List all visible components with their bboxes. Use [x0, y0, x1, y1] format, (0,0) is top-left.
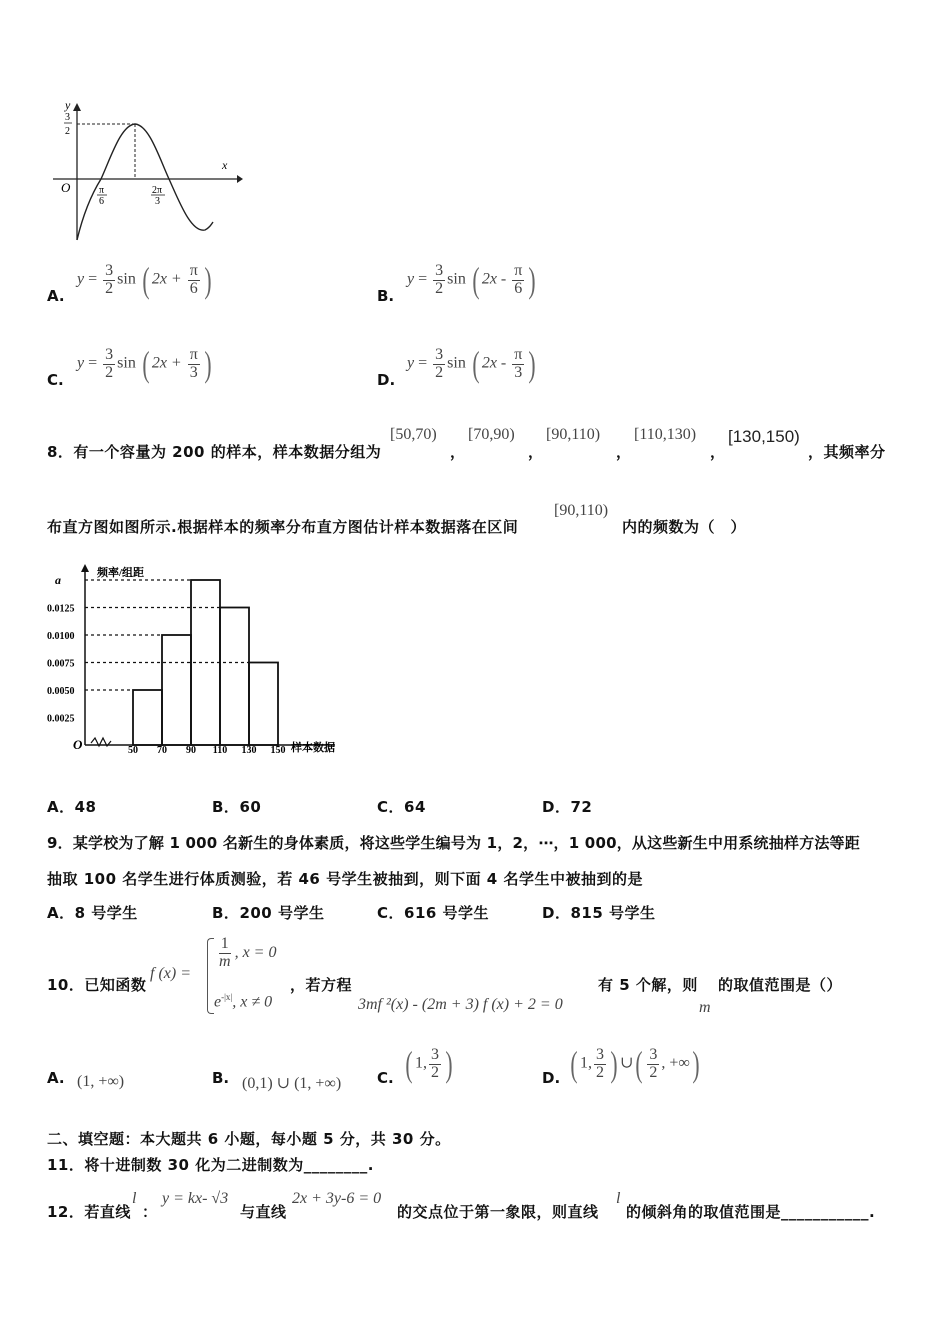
q8-group-5: [130,150) — [728, 427, 800, 446]
q12-post2: 的倾斜角的取值范围是___________. — [626, 1203, 876, 1221]
option-label: C． — [377, 798, 405, 816]
option-formula: y = $\frac{3}{2}$ sin ( 2x + $\frac{\pi}{3}$ ) — [77, 344, 212, 384]
q9-line2: 抽取 100 名学生进行体质测验，若 46 号学生被抽到，则下面 4 名学生中被抽到的是 — [47, 870, 643, 888]
x-tick-label: 50 — [128, 745, 138, 756]
q10-case2: $e^{-|x|}$, x ≠ 0 — [214, 992, 273, 1011]
option-value: 64 — [404, 798, 426, 816]
option-value: 60 — [239, 798, 262, 816]
y-tick-label: 0.0100 — [47, 631, 75, 642]
histogram-bar — [220, 608, 249, 746]
y-tick-label: 0.0050 — [47, 686, 75, 697]
q10-equation: 3mf ²(x) - (2m + 3) f (x) + 2 = 0 — [358, 996, 563, 1013]
x-axis-title: 样本数据 — [291, 742, 335, 754]
q8-group-3: [90,110) — [546, 426, 601, 443]
sine-curve — [77, 124, 213, 240]
y-tick-label: 0.0075 — [47, 658, 75, 670]
option-label: A. — [47, 287, 65, 305]
option-value: (0,1) ∪ (1, +∞) — [242, 1075, 342, 1092]
q7-option-c[interactable] — [47, 344, 212, 389]
option-label: D． — [542, 904, 571, 922]
option-label: A. — [47, 1069, 65, 1087]
sine-graph — [45, 95, 245, 245]
q11: 11．将十进制数 30 化为二进制数为________. — [47, 1156, 374, 1174]
q8-line1-pre: 8．有一个容量为 200 的样本，样本数据分组为 — [47, 443, 382, 461]
q9-line1: 9．某学校为了解 1 000 名新生的身体素质，将这些学生编号为 1，2，⋯，1 000，从这些新生中用系统抽样方法等距 — [47, 834, 860, 852]
frequency-histogram — [45, 560, 355, 760]
q8-group-4: [110,130) — [634, 426, 697, 443]
q9-option-d[interactable] — [542, 902, 656, 923]
q12-eq1: y = kx- √3 — [162, 1190, 229, 1207]
y-axis-arrow — [73, 103, 81, 111]
histogram-bar — [133, 690, 162, 745]
q8-sep-1: ， — [450, 443, 466, 461]
q12-post: 的交点位于第一象限，则直线 — [397, 1203, 599, 1221]
option-value: 72 — [570, 798, 593, 816]
q8-option-b[interactable] — [212, 796, 261, 817]
x-axis-arrow — [237, 175, 243, 183]
q10-option-c[interactable] — [377, 1044, 453, 1087]
option-formula: y = $\frac{3}{2}$ sin ( 2x - $\frac{\pi}{6}$ ) — [407, 260, 536, 300]
option-label: A． — [47, 798, 75, 816]
x-tick-label: 150 — [270, 745, 286, 756]
q8-option-c[interactable] — [377, 796, 426, 817]
option-value: (1, +∞) — [77, 1073, 125, 1090]
q7-option-d[interactable] — [377, 344, 536, 389]
q8-line1-post: ，其频率分 — [808, 443, 886, 461]
q10-case1: $\frac{1}{m}$ , x = 0 — [219, 935, 277, 970]
q12-pre: 12．若直线 — [47, 1203, 131, 1221]
q10-option-d[interactable] — [542, 1044, 700, 1087]
q10-post2: 的取值范围是（） — [718, 976, 843, 994]
q12-mid: 与直线 — [240, 1203, 287, 1221]
t2-num: 2π — [152, 185, 163, 196]
q10-m: m — [699, 999, 711, 1016]
option-label: D. — [377, 371, 396, 389]
q8-sep-2: ， — [528, 443, 544, 461]
option-label: A． — [47, 904, 75, 922]
q8-option-a[interactable] — [47, 796, 96, 817]
histogram-bar — [162, 635, 191, 745]
option-label: C． — [377, 904, 405, 922]
q8-option-d[interactable] — [542, 796, 592, 817]
origin-label: O — [61, 180, 71, 195]
option-label: B． — [212, 904, 240, 922]
option-label: D． — [542, 798, 571, 816]
option-label: B. — [377, 287, 395, 305]
option-value: 815 号学生 — [570, 904, 656, 922]
q8-line2-post: 内的频数为（ ） — [622, 518, 747, 536]
option-label: B． — [212, 798, 240, 816]
t2-den: 3 — [155, 196, 160, 207]
q7-option-a[interactable] — [47, 260, 212, 305]
q9-option-a[interactable] — [47, 902, 138, 923]
x-tick-label: 90 — [186, 745, 196, 756]
q12-l: l — [132, 1190, 137, 1207]
q8-interval: [90,110) — [554, 502, 609, 519]
q10-brace — [207, 938, 214, 1014]
q10-mid: ，若方程 — [290, 976, 353, 994]
histogram-bar — [249, 663, 278, 746]
y-tick-label: 0.0025 — [47, 713, 75, 725]
t1-num: π — [99, 185, 105, 196]
q8-group-1: [50,70) — [390, 426, 437, 443]
q8-line2-pre: 布直方图如图所示.根据样本的频率分布直方图估计样本数据落在区间 — [47, 518, 519, 536]
q9-option-c[interactable] — [377, 902, 489, 923]
option-label: C. — [47, 371, 64, 389]
x-tick-label: 110 — [212, 745, 228, 756]
x-label: x — [222, 158, 228, 172]
option-value: 200 号学生 — [239, 904, 325, 922]
t1-den: 6 — [99, 196, 104, 207]
y-label: y — [65, 98, 71, 112]
q9-option-b[interactable] — [212, 902, 324, 923]
option-label: C. — [377, 1069, 394, 1087]
y-tick-label: 0.0125 — [47, 603, 75, 615]
option-formula: y = $\frac{3}{2}$ sin ( 2x - $\frac{\pi}{3}$ ) — [407, 344, 536, 384]
q10-option-b[interactable] — [212, 1068, 342, 1092]
x-tick-label: 130 — [241, 745, 257, 756]
q7-option-b[interactable] — [377, 260, 536, 305]
q10-post: 有 5 个解，则 — [598, 976, 698, 994]
q12-l2: l — [616, 1190, 621, 1207]
y-axis-arrow — [81, 564, 89, 572]
option-value: ( 1, $\frac{3}{2}$ ) — [405, 1044, 453, 1084]
q8-group-2: [70,90) — [468, 426, 515, 443]
option-value: 48 — [74, 798, 97, 816]
option-value: 8 号学生 — [74, 904, 138, 922]
q12-colon: ： — [142, 1203, 158, 1221]
option-label: B. — [212, 1069, 230, 1087]
option-formula: y = $\frac{3}{2}$ sin ( 2x + $\frac{\pi}{6}$ ) — [77, 260, 212, 300]
q10-option-a[interactable] — [47, 1068, 125, 1090]
x-tick-label: 70 — [157, 745, 167, 756]
q10-func: f (x) = — [150, 965, 191, 982]
option-label: D. — [542, 1069, 561, 1087]
q8-sep-4: ， — [710, 443, 726, 461]
y-axis-title: 频率/组距 — [97, 567, 145, 579]
ymax-den: 2 — [65, 126, 70, 137]
ymax-num: 3 — [65, 112, 70, 123]
y-tick-label: a — [55, 573, 61, 587]
section-2-heading: 二、填空题：本大题共 6 小题，每小题 5 分，共 30 分。 — [47, 1130, 451, 1148]
option-value: ( 1, $\frac{3}{2}$ ) ∪( $\frac{3}{2}$ , +∞) — [570, 1044, 700, 1084]
option-value: 616 号学生 — [404, 904, 490, 922]
q10-pre: 10．已知函数 — [47, 976, 147, 994]
q12-eq2: 2x + 3y-6 = 0 — [292, 1190, 382, 1207]
origin-label: O — [73, 737, 83, 752]
q8-sep-3: ， — [616, 443, 632, 461]
